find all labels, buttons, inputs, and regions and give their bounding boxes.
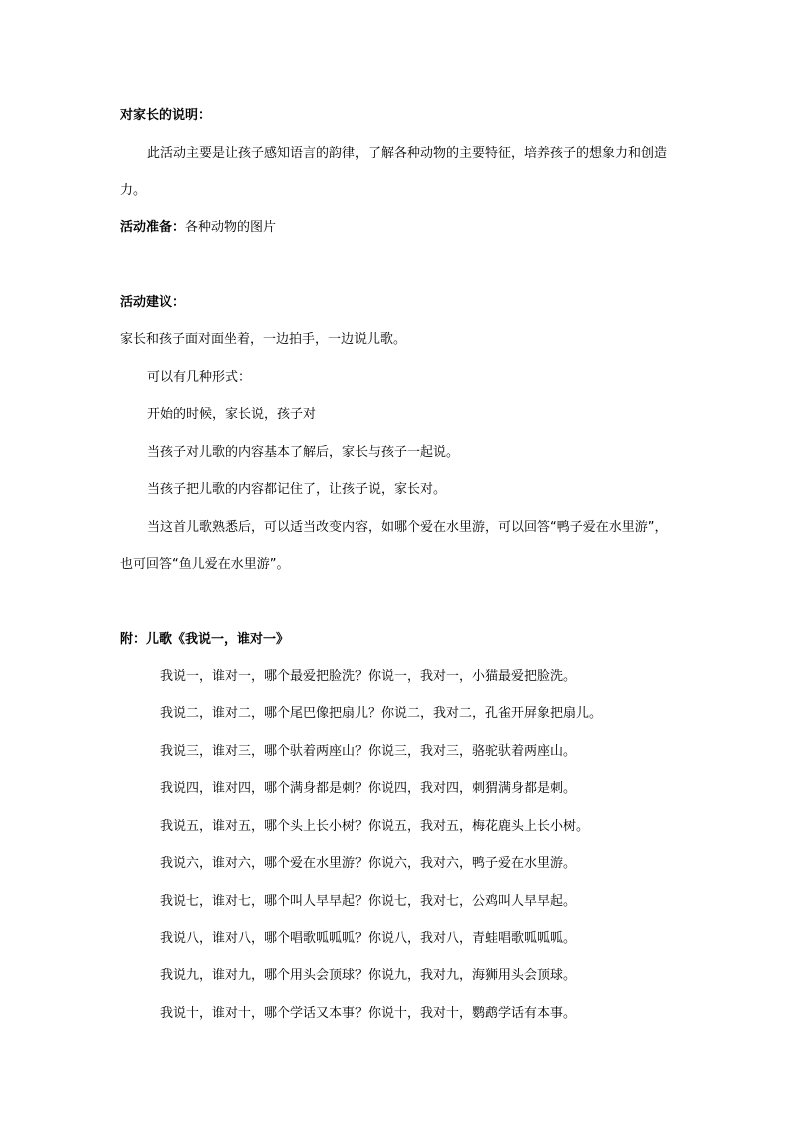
poem-line: 我说二，谁对二，哪个尾巴像把扇儿？你说二，我对二，孔雀开屏象把扇儿。 [160, 706, 603, 721]
suggestions-intro: 家长和孩子面对面坐着，一边拍手，一边说儿歌。 [120, 332, 407, 347]
poem-line: 我说四，谁对四，哪个满身都是刺？你说四，我对四，刺猬满身都是刺。 [160, 781, 577, 796]
suggestions-forms-intro: 可以有几种形式： [147, 370, 252, 385]
poem-line: 我说八，谁对八，哪个唱歌呱呱呱？你说八，我对八，青蛙唱歌呱呱呱。 [160, 931, 577, 946]
appendix-heading: 附：儿歌《我说一，谁对一》 [120, 632, 290, 647]
poem-line: 我说五，谁对五，哪个头上长小树？你说五，我对五，梅花鹿头上长小树。 [160, 819, 590, 834]
poem-line: 我说九，谁对九，哪个用头会顶球？你说九，我对九，海狮用头会顶球。 [160, 968, 577, 983]
poem-line: 我说三，谁对三，哪个驮着两座山？你说三，我对三，骆驼驮着两座山。 [160, 744, 577, 759]
suggestions-variation-line2: 也可回答“鱼儿爱在水里游”。 [120, 557, 290, 572]
suggestions-variation-line1: 当这首儿歌熟悉后，可以适当改变内容，如哪个爱在水里游，可以回答“鸭子爱在水里游”， [147, 520, 668, 535]
poem-line: 我说七，谁对七，哪个叫人早早起？你说七，我对七，公鸡叫人早早起。 [160, 894, 577, 909]
parent-note-heading: 对家长的说明： [120, 108, 212, 123]
parent-note-paragraph-line2: 力。 [120, 183, 147, 198]
poem-line: 我说一，谁对一，哪个最爱把脸洗？你说一，我对一，小猫最爱把脸洗。 [160, 669, 577, 684]
suggestion-item: 当孩子对儿歌的内容基本了解后，家长与孩子一起说。 [147, 445, 460, 460]
suggestions-heading: 活动建议： [120, 295, 186, 310]
poem-line: 我说十，谁对十，哪个学话又本事？你说十，我对十，鹦鹉学话有本事。 [160, 1006, 577, 1021]
preparation-text: 各种动物的图片 [185, 220, 277, 235]
suggestion-item: 当孩子把儿歌的内容都记住了，让孩子说，家长对。 [147, 482, 447, 497]
preparation-label: 活动准备： [120, 220, 186, 235]
poem-line: 我说六，谁对六，哪个爱在水里游？你说六，我对六，鸭子爱在水里游。 [160, 856, 577, 871]
parent-note-paragraph-line1: 此活动主要是让孩子感知语言的韵律，了解各种动物的主要特征，培养孩子的想象力和创造 [147, 146, 668, 161]
suggestion-item: 开始的时候，家长说，孩子对 [147, 407, 317, 422]
preparation-row [120, 220, 276, 236]
